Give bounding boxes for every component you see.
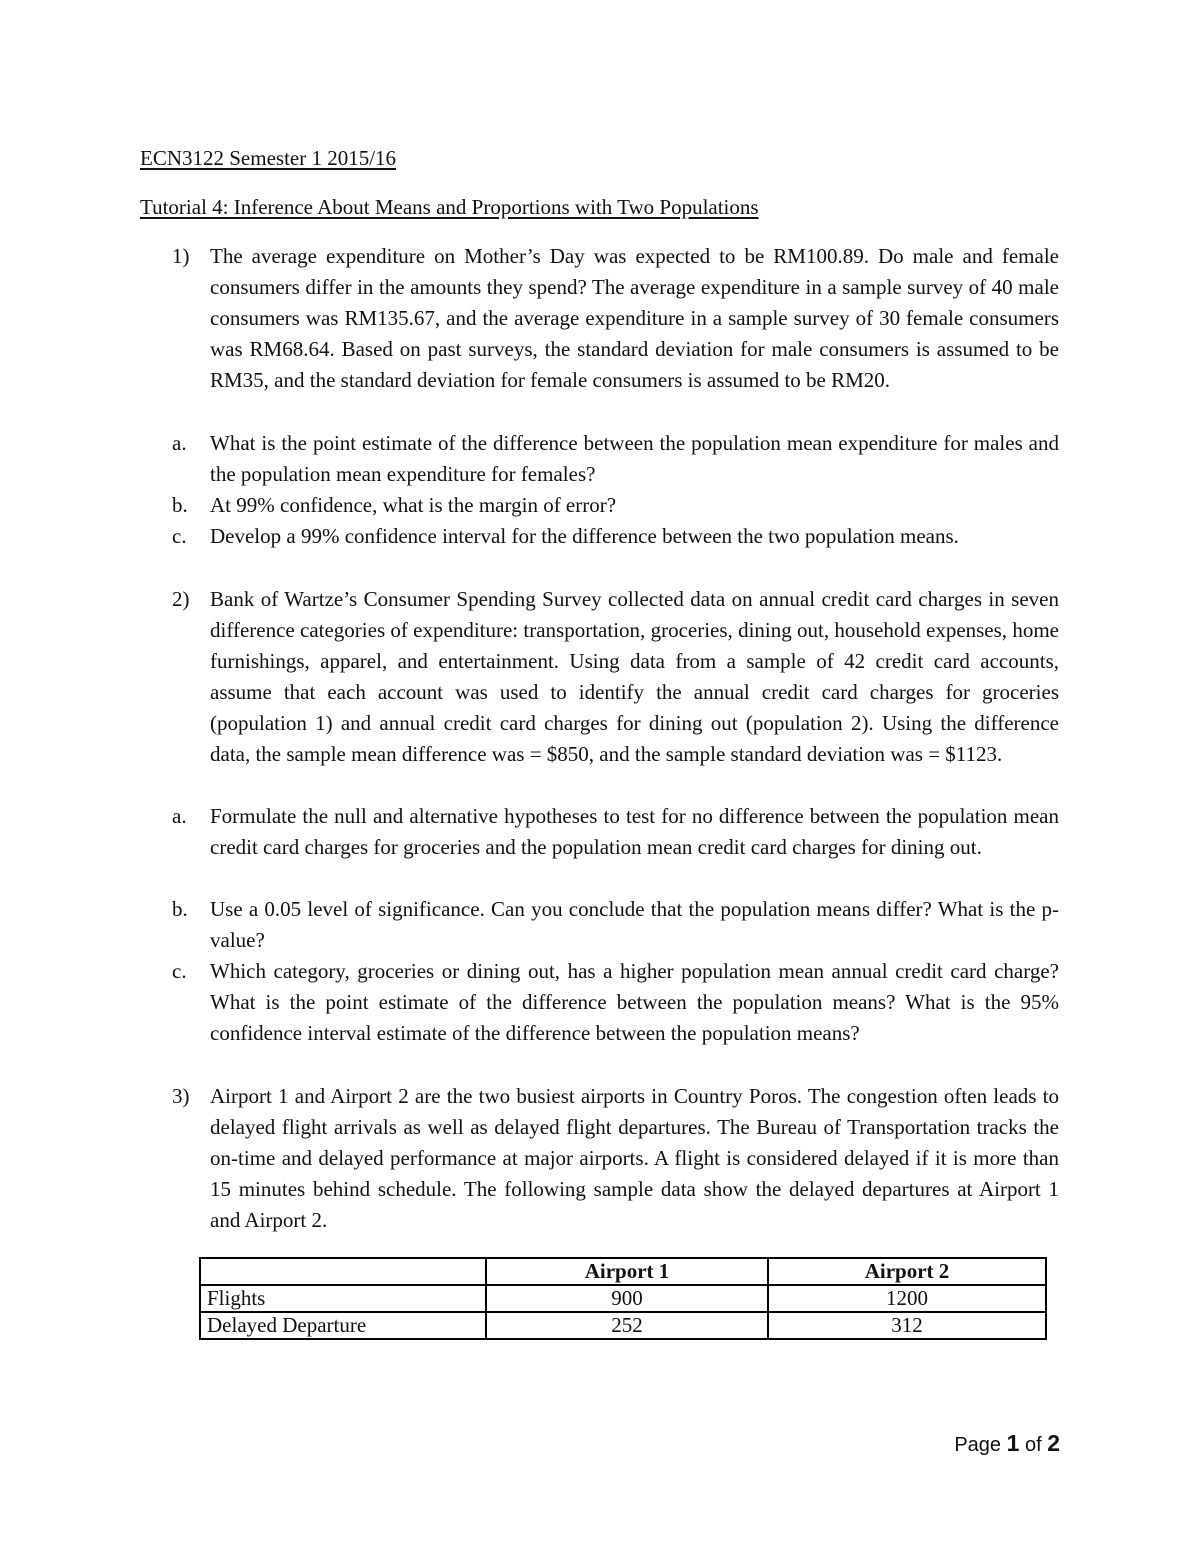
question-1-text: The average expenditure on Mother’s Day was expected to be RM100.89. Do male and female consumers differ in the amounts they spend? The average expenditure in a sample survey of 40 male consumers was RM135.67, and the average expenditure in a sample survey of 30 female consumers was RM68.64. Based on past surveys, the standard deviation for male consumers is assumed to be RM35, and the standard deviation for female consumers is assumed to be RM20. — [210, 244, 1059, 392]
page-footer — [954, 1430, 1060, 1457]
q1-part-a-text: What is the point estimate of the difference between the population mean expenditure for males and the population mean expenditure for females? — [210, 431, 1059, 486]
question-3-number: 3) — [172, 1084, 190, 1108]
table-cell: 252 — [486, 1312, 768, 1339]
table-cell: 312 — [768, 1312, 1046, 1339]
table-row — [200, 1285, 1046, 1312]
table-header-row — [200, 1258, 1046, 1285]
q1-part-c-label: c. — [172, 524, 187, 548]
tutorial-title: Tutorial 4: Inference About Means and Proportions with Two Populations — [140, 195, 759, 219]
q2-part-b-text: Use a 0.05 level of significance. Can you conclude that the population means differ? What is the p-value? — [210, 897, 1059, 952]
q1-part-a-label: a. — [172, 431, 187, 455]
of-word: of — [1024, 1434, 1042, 1456]
question-3-text: Airport 1 and Airport 2 are the two busiest airports in Country Poros. The congestion often leads to delayed flight arrivals as well as delayed flight departures. The Bureau of Transportation tracks the on-time and delayed performance at major airports. A flight is considered delayed if it is more than 15 minutes behind schedule. The following sample data show the delayed departures at Airport 1 and Airport 2. — [210, 1084, 1059, 1232]
q1-part-b-label: b. — [172, 493, 188, 517]
q2-part-a-label: a. — [172, 804, 187, 828]
table-cell: Delayed Departure — [200, 1312, 486, 1339]
current-page-number: 1 — [1006, 1430, 1020, 1456]
table-row — [200, 1312, 1046, 1339]
table-header-cell: Airport 2 — [768, 1258, 1046, 1285]
question-1-number: 1) — [172, 244, 190, 268]
question-2-number: 2) — [172, 587, 190, 611]
q2-part-c-label: c. — [172, 959, 187, 983]
course-header: ECN3122 Semester 1 2015/16 — [140, 146, 397, 170]
table-header-cell: Airport 1 — [486, 1258, 768, 1285]
q2-part-a-text: Formulate the null and alternative hypotheses to test for no difference between the population mean credit card charges for groceries and the population mean credit card charges for dining out. — [210, 804, 1059, 859]
q2-part-c-text: Which category, groceries or dining out, has a higher population mean annual credit card charge? What is the point estimate of the difference between the population means? What is the 95% confidence interval estimate of the difference between the population means? — [210, 959, 1059, 1045]
q1-part-b-text: At 99% confidence, what is the margin of error? — [210, 493, 617, 517]
delayed-departures-table — [199, 1257, 1047, 1340]
q1-part-c-text: Develop a 99% confidence interval for the difference between the two population means. — [210, 524, 959, 548]
table-cell: 1200 — [768, 1285, 1046, 1312]
table-cell: 900 — [486, 1285, 768, 1312]
table-cell: Flights — [200, 1285, 486, 1312]
total-pages-number: 2 — [1047, 1430, 1060, 1456]
table-header-cell — [200, 1258, 486, 1285]
q2-part-b-label: b. — [172, 897, 188, 921]
question-2-text: Bank of Wartze’s Consumer Spending Survey collected data on annual credit card charges in seven difference categories of expenditure: transportation, groceries, dining out, household expenses, home furnishings, apparel, and entertainment. Using data from a sample of 42 credit card accounts, assume that each account was used to identify the annual credit card charges for groceries (population 1) and annual credit card charges for dining out (population 2). Using the difference data, the sample mean difference was = $850, and the sample standard deviation was = $1123. — [210, 587, 1059, 766]
page-word: Page — [954, 1434, 1002, 1456]
